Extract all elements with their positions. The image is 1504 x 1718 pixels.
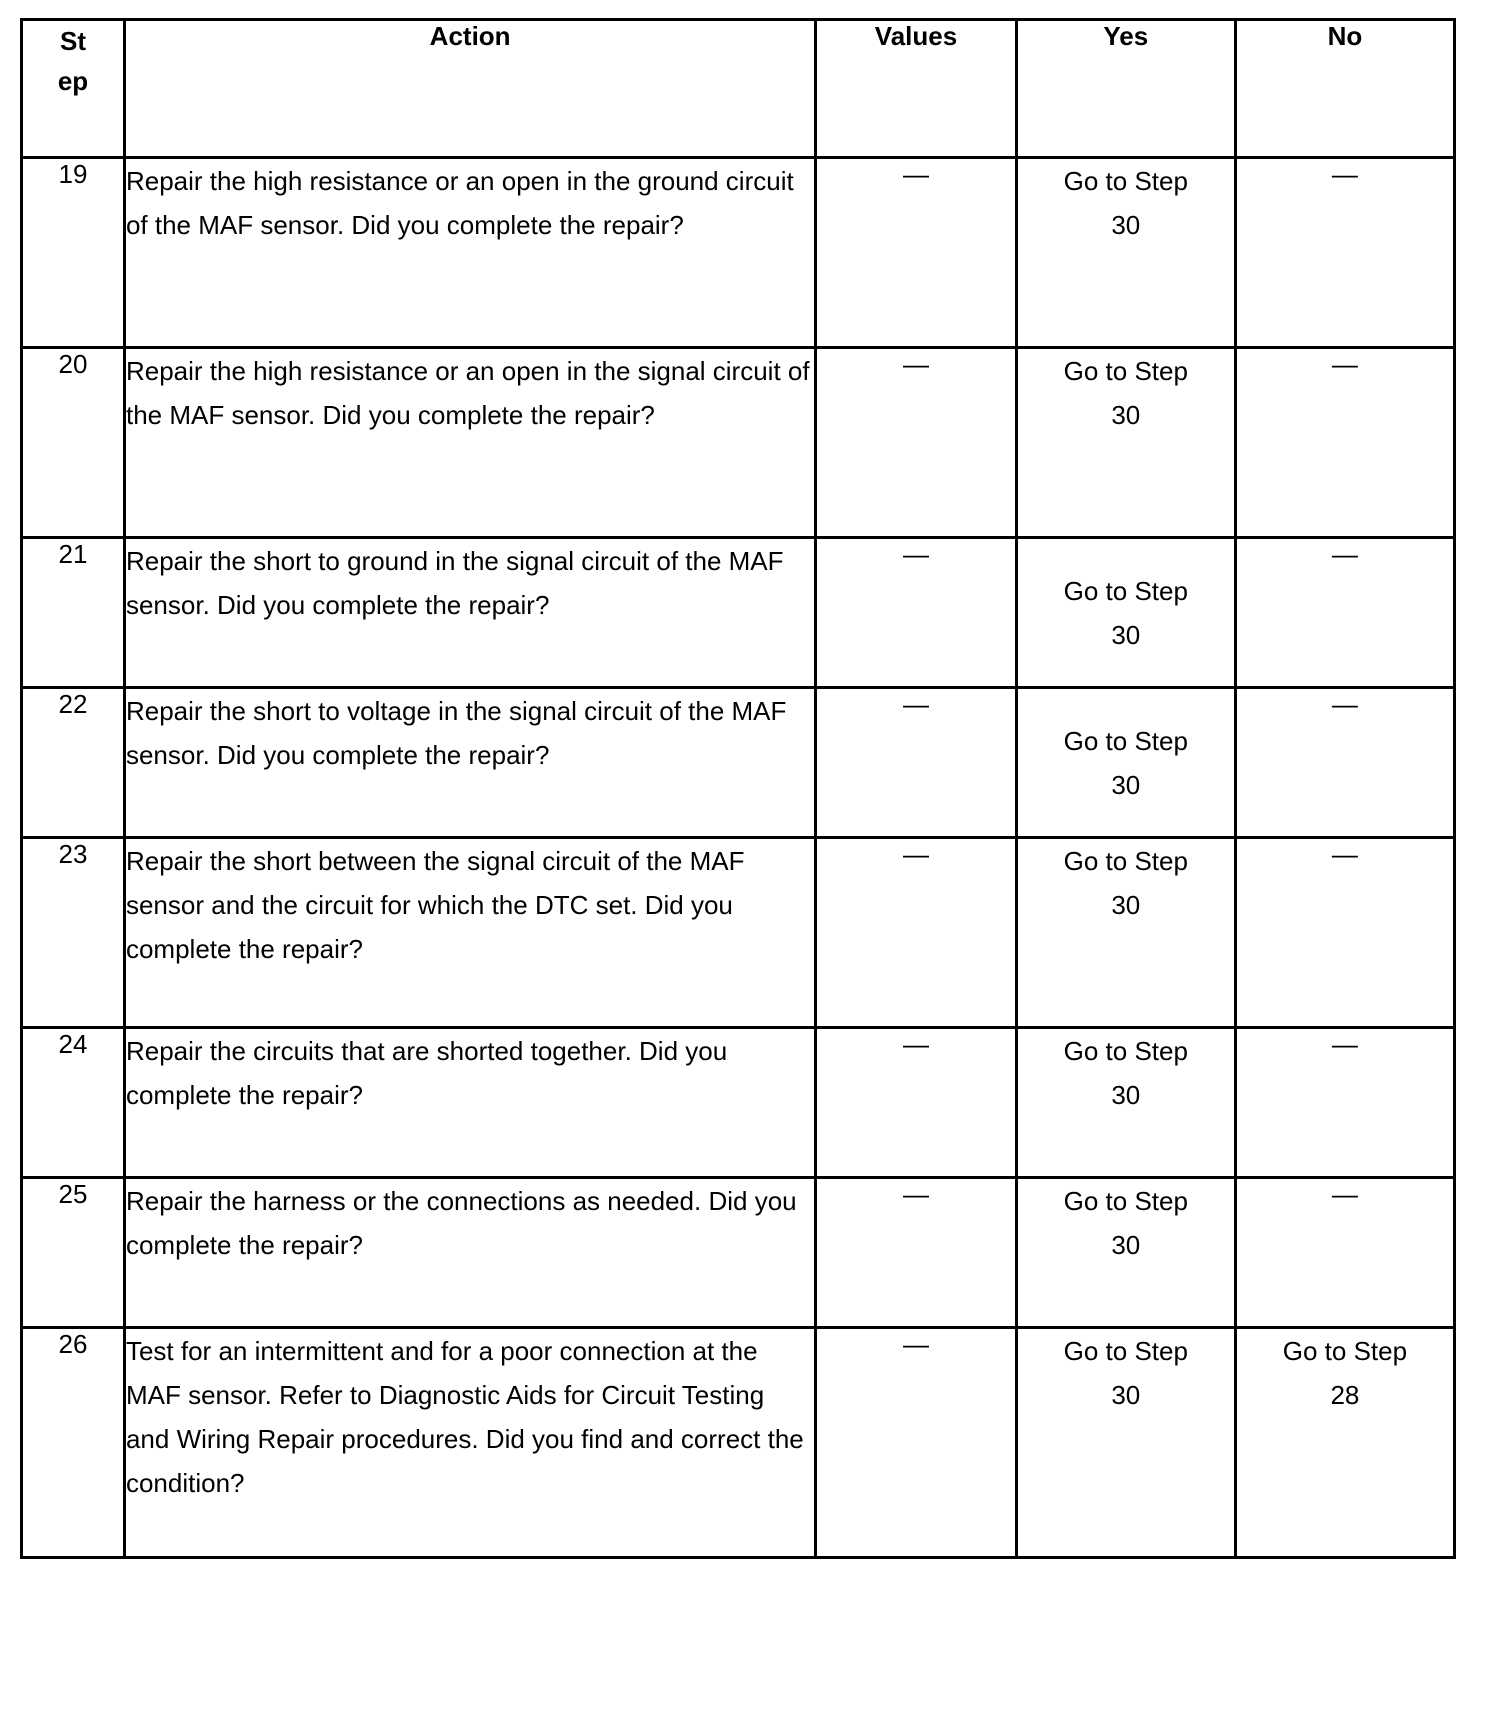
yes-goto-label: Go to Step — [1063, 1036, 1188, 1066]
no-value: — — [1331, 1179, 1358, 1209]
no-cell — [1235, 1328, 1454, 1558]
no-cell — [1235, 688, 1454, 838]
no-goto-step: 28 — [1330, 1380, 1360, 1410]
yes-goto-step: 30 — [1111, 1080, 1141, 1110]
action-text: Repair the high resistance or an open in the ground circuit of the MAF sensor. Did you complete the repair? — [124, 158, 815, 348]
step-column-header — [22, 20, 125, 158]
yes-goto-step: 30 — [1111, 769, 1141, 800]
no-cell — [1235, 1178, 1454, 1328]
action-text: Repair the short between the signal circuit of the MAF sensor and the circuit for which the DTC set. Did you complete the repair? — [124, 838, 815, 1028]
no-cell — [1235, 538, 1454, 688]
action-text: Repair the short to ground in the signal circuit of the MAF sensor. Did you complete the repair? — [124, 538, 815, 688]
yes-column-header: Yes — [1016, 20, 1235, 158]
no-column-header: No — [1235, 20, 1454, 158]
action-text: Repair the circuits that are shorted together. Did you complete the repair? — [124, 1028, 815, 1178]
header-row — [22, 20, 1455, 158]
table-row — [22, 158, 1455, 348]
no-cell — [1235, 158, 1454, 348]
yes-cell — [1016, 538, 1235, 688]
table-row — [22, 688, 1455, 838]
yes-cell — [1016, 688, 1235, 838]
step-number: 25 — [22, 1178, 125, 1328]
no-value: — — [1331, 539, 1358, 569]
table-row — [22, 1028, 1455, 1178]
no-goto-label: Go to Step — [1282, 1336, 1408, 1366]
diagnostic-table — [20, 18, 1456, 1559]
yes-cell — [1016, 838, 1235, 1028]
step-number: 23 — [22, 838, 125, 1028]
step-header-line1: St — [59, 26, 86, 56]
yes-cell — [1016, 348, 1235, 538]
values-cell: — — [816, 1178, 1016, 1328]
step-number: 21 — [22, 538, 125, 688]
action-text: Test for an intermittent and for a poor connection at the MAF sensor. Refer to Diagnostic Aids for Circuit Testing and Wiring Repair procedures. Did you find and correct the condition? — [124, 1328, 815, 1558]
table-row — [22, 838, 1455, 1028]
step-number: 19 — [22, 158, 125, 348]
action-text: Repair the high resistance or an open in the signal circuit of the MAF sensor. Did you complete the repair? — [124, 348, 815, 538]
table-row — [22, 348, 1455, 538]
action-column-header: Action — [124, 20, 815, 158]
no-value: — — [1331, 1029, 1358, 1059]
no-value: — — [1331, 839, 1358, 869]
no-cell — [1235, 1028, 1454, 1178]
step-number: 22 — [22, 688, 125, 838]
yes-goto-label: Go to Step — [1063, 356, 1188, 386]
step-header-line2: ep — [57, 66, 89, 96]
table-row — [22, 538, 1455, 688]
yes-cell — [1016, 1028, 1235, 1178]
table-row — [22, 1328, 1455, 1558]
yes-cell — [1016, 1328, 1235, 1558]
values-cell: — — [816, 158, 1016, 348]
values-cell: — — [816, 1328, 1016, 1558]
yes-cell — [1016, 1178, 1235, 1328]
no-cell — [1235, 348, 1454, 538]
yes-goto-step: 30 — [1111, 1230, 1141, 1260]
values-cell: — — [816, 688, 1016, 838]
step-number: 26 — [22, 1328, 125, 1558]
action-text: Repair the harness or the connections as needed. Did you complete the repair? — [124, 1178, 815, 1328]
step-number: 24 — [22, 1028, 125, 1178]
yes-goto-label: Go to Step — [1063, 725, 1188, 756]
values-column-header: Values — [816, 20, 1016, 158]
yes-goto-step: 30 — [1111, 210, 1141, 240]
no-value: — — [1331, 159, 1358, 189]
yes-goto-label: Go to Step — [1063, 1336, 1188, 1366]
action-text: Repair the short to voltage in the signal circuit of the MAF sensor. Did you complete the repair? — [124, 688, 815, 838]
values-cell: — — [816, 1028, 1016, 1178]
yes-goto-label: Go to Step — [1063, 1186, 1188, 1216]
yes-goto-step: 30 — [1111, 619, 1141, 650]
yes-goto-step: 30 — [1111, 890, 1141, 920]
no-cell — [1235, 838, 1454, 1028]
values-cell: — — [816, 838, 1016, 1028]
no-value: — — [1331, 689, 1358, 719]
values-cell: — — [816, 538, 1016, 688]
yes-goto-step: 30 — [1111, 1380, 1141, 1410]
yes-goto-label: Go to Step — [1063, 166, 1188, 196]
yes-goto-label: Go to Step — [1063, 846, 1188, 876]
step-number: 20 — [22, 348, 125, 538]
no-value: — — [1331, 349, 1358, 379]
values-cell: — — [816, 348, 1016, 538]
yes-goto-step: 30 — [1111, 400, 1141, 430]
table-row — [22, 1178, 1455, 1328]
yes-cell — [1016, 158, 1235, 348]
yes-goto-label: Go to Step — [1063, 575, 1188, 606]
